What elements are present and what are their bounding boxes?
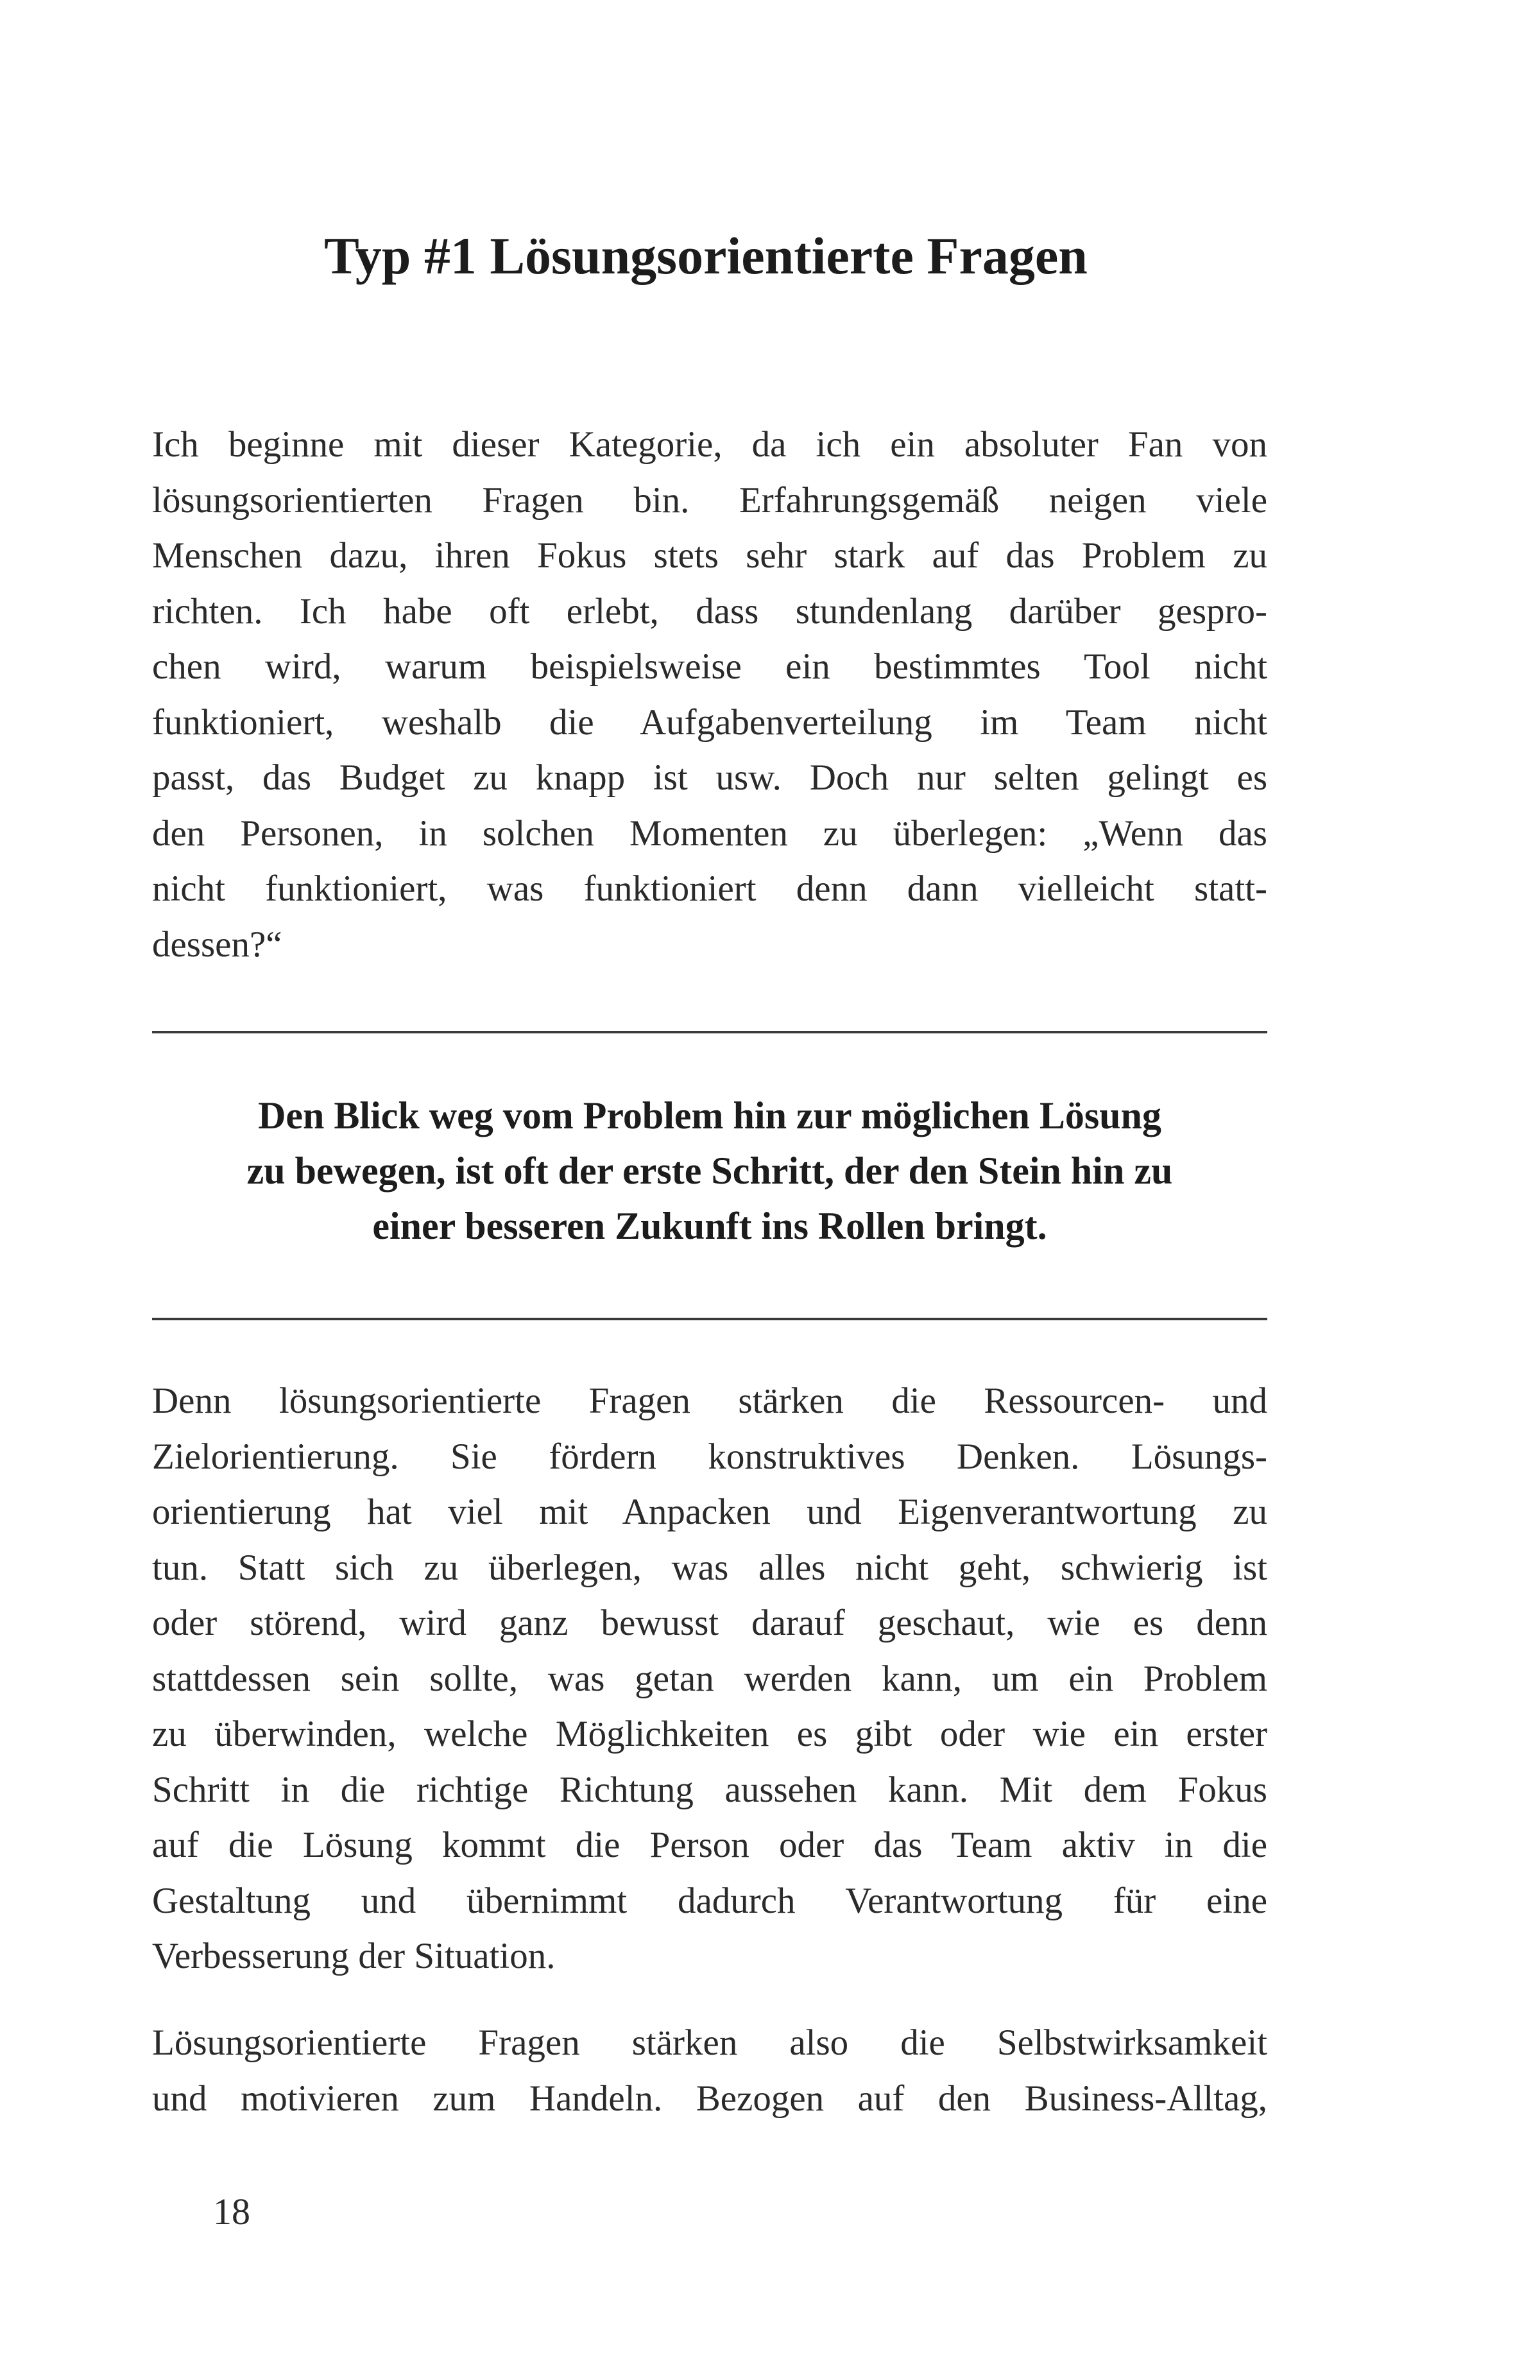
text-line: nicht funktioniert, was funktioniert denn dann vielleicht statt- — [152, 868, 1267, 909]
text-line: Gestaltung und übernimmt dadurch Verantwortung für eine — [152, 1880, 1267, 1921]
text-line: orientierung hat viel mit Anpacken und Eigenverantwortung zu — [152, 1492, 1267, 1532]
pull-quote — [152, 1088, 1267, 1254]
quote-line: einer besseren Zukunft ins Rollen bringt. — [372, 1205, 1047, 1247]
divider-top — [152, 1031, 1267, 1033]
text-line: oder störend, wird ganz bewusst darauf geschaut, wie es denn — [152, 1603, 1267, 1643]
text-line: lösungsorientierten Fragen bin. Erfahrungsgemäß neigen viele — [152, 479, 1267, 521]
text-line: Denn lösungsorientierte Fragen stärken die Ressourcen- und — [152, 1381, 1267, 1421]
section-title: Typ #1 Lösungsorientierte Fragen — [324, 227, 1088, 285]
quote-line: zu bewegen, ist oft der erste Schritt, der den Stein hin zu — [246, 1150, 1173, 1192]
divider-bottom — [152, 1318, 1267, 1320]
text-line: Ich beginne mit dieser Kategorie, da ich ein absoluter Fan von — [152, 424, 1267, 465]
quote-line: Den Blick weg vom Problem hin zur möglichen Lösung — [258, 1094, 1161, 1137]
page-number: 18 — [213, 2191, 250, 2232]
text-line: tun. Statt sich zu überlegen, was alles nicht geht, schwierig ist — [152, 1547, 1267, 1588]
text-line: stattdessen sein sollte, was getan werden kann, um ein Problem — [152, 1658, 1267, 1699]
text-line: zu überwinden, welche Möglichkeiten es gibt oder wie ein erster — [152, 1714, 1267, 1754]
text-line: Zielorientierung. Sie fördern konstruktives Denken. Lösungs- — [152, 1436, 1267, 1477]
text-line: und motivieren zum Handeln. Bezogen auf den Business-Alltag, — [152, 2078, 1267, 2119]
text-line: auf die Lösung kommt die Person oder das Team aktiv in die — [152, 1825, 1267, 1865]
text-line: funktioniert, weshalb die Aufgabenverteilung im Team nicht — [152, 702, 1267, 743]
text-line: den Personen, in solchen Momenten zu überlegen: „Wenn das — [152, 813, 1267, 854]
paragraph-self-efficacy — [152, 2015, 1267, 2126]
text-line: passt, das Budget zu knapp ist usw. Doch nur selten gelingt es — [152, 757, 1267, 798]
text-line: Schritt in die richtige Richtung aussehen kann. Mit dem Fokus — [152, 1769, 1267, 1810]
paragraph-intro — [152, 417, 1267, 972]
text-line: chen wird, warum beispielsweise ein bestimmtes Tool nicht — [152, 646, 1267, 687]
text-line: Verbesserung der Situation. — [152, 1936, 556, 1976]
text-line: dessen?“ — [152, 924, 282, 965]
text-line: Menschen dazu, ihren Fokus stets sehr stark auf das Problem zu — [152, 535, 1267, 576]
text-line: Lösungsorientierte Fragen stärken also die Selbstwirksamkeit — [152, 2022, 1267, 2063]
paragraph-solution-orientation — [152, 1374, 1267, 1985]
text-line: richten. Ich habe oft erlebt, dass stundenlang darüber gespro- — [152, 591, 1267, 632]
